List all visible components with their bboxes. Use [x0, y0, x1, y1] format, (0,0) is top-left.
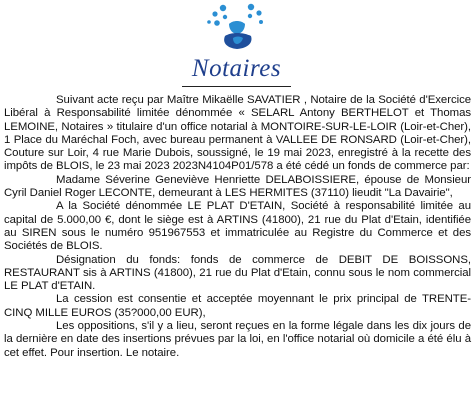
paragraph-buyer: A la Société dénommée LE PLAT D'ETAIN, Société à responsabilité limitée au capital de 5.000,00 €, dont le siège est à ARTINS (41800), 21 rue du Plat d'Etain, identifiée au SIREN sous le numéro 951967553 et immatriculée au Registre du Commerce et des Sociétés de BLOIS.: [4, 200, 471, 253]
paragraph-designation: Désignation du fonds: fonds de commerce de DEBIT DE BOISSONS, RESTAURANT sis à ARTINS (41800), 21 rue du Plat d'Etain, connu sous le nom commercial LE PLAT d'ETAIN.: [4, 253, 471, 293]
legal-notice-body: [4, 94, 471, 360]
paragraph-deed: Suivant acte reçu par Maître Mikaëlle SAVATIER , Notaire de la Société d'Exercice Libéral à Responsabilité limitée dénommée « SELARL Antony BERTHELOT et Thomas LEMOINE, Notaires » titulaire d'un office notarial à MONTOIRE-SUR-LE-LOIR (Loir-et-Cher), 1 Place du Maréchal Foch, avec bureau permanent à VALLEE DE RONSARD (Loir-et-Cher), Couture sur Loir, 4 rue Marie Dubois, soussigné, le 19 mai 2023, enregistré à la recette des impôts de BLOIS, le 23 mai 2023 2023N4104P01/578 a été cédé un fonds de commerce par:: [4, 94, 471, 173]
paragraph-price: La cession est consentie et acceptée moyennant le prix principal de TRENTE-CINQ MILLE EUROS (35?000,00 EUR),: [4, 293, 471, 319]
header-divider: [182, 86, 291, 87]
paragraph-oppositions: Les oppositions, s'il y a lieu, seront reçues en la forme légale dans les dix jours de la dernière en date des insertions prévues par la loi, en l'office notarial où domicile a été élu à cet effet. Pour insertion. Le notaire.: [4, 320, 471, 359]
brand-title: Notaires: [191, 55, 282, 82]
paragraph-seller: Madame Séverine Geneviève Henriette DELABOISSIERE, épouse de Monsieur Cyril Daniel Roger LECONTE, demeurant à LES HERMITES (37110) lieudit "La Davairie",: [4, 173, 471, 200]
notice-header: [0, 0, 473, 90]
notaires-logo-icon: [195, 2, 281, 58]
